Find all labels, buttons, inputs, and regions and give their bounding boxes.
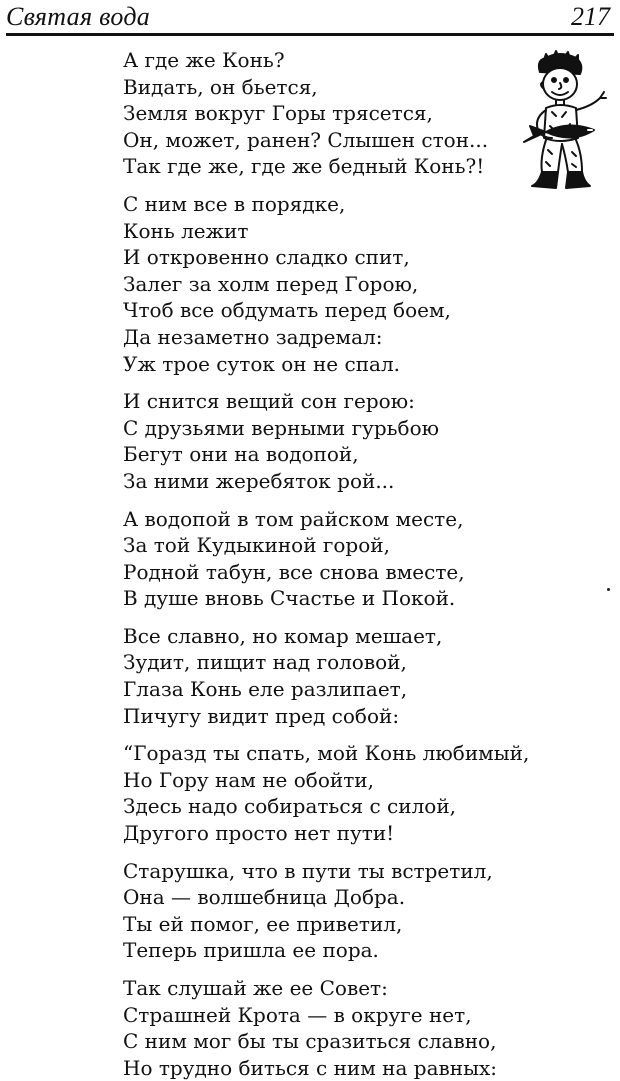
verse-line: Здесь надо собираться с силой, [123, 794, 457, 819]
stanza [123, 506, 543, 612]
stanza [123, 47, 543, 180]
running-title: Святая вода [6, 2, 151, 31]
verse-line: Видать, он бьется, [123, 74, 318, 99]
verse-line: Она — волшебница Добра. [123, 885, 406, 910]
verse-line: Зудит, пищит над головой, [123, 650, 407, 675]
stanza [123, 858, 543, 964]
verse-line: Да незаметно задремал: [123, 324, 383, 349]
verse-line: Земля вокруг Горы трясется, [123, 101, 433, 126]
print-speck [607, 588, 610, 591]
verse-line: “Горазд ты спать, мой Конь любимый, [123, 741, 530, 766]
verse-line: Чтоб все обдумать перед боем, [123, 298, 451, 323]
verse-line: Так слушай же ее Совет: [123, 976, 388, 1000]
verse-line: За ними жеребяток рой... [123, 468, 395, 493]
header-rule [6, 33, 614, 36]
verse-line: И снится вещий сон герою: [123, 389, 415, 414]
stanza [123, 623, 543, 729]
verse-line: Все славно, но комар мешает, [123, 623, 443, 648]
verse-line: Так где же, где же бедный Конь?! [123, 154, 485, 179]
verse-line: Но трудно биться с ним на равных: [123, 1055, 498, 1080]
verse-line: А водопой в том райском месте, [123, 506, 464, 531]
verse-line: Уж трое суток он не спал. [123, 351, 401, 376]
verse-line: Теперь пришла ее пора. [123, 938, 379, 963]
running-head [6, 2, 614, 32]
verse-line: Конь лежит [123, 218, 249, 243]
verse-line: С ним мог бы ты сразиться славно, [123, 1029, 497, 1054]
verse-line: За той Кудыкиной горой, [123, 533, 390, 558]
verse-line: Он, может, ранен? Слышен стон... [123, 127, 489, 152]
verse-line: Бегут они на водопой, [123, 442, 359, 467]
verse-line: И откровенно сладко спит, [123, 245, 410, 270]
verse-line: Пичугу видит пред собой: [123, 703, 400, 728]
verse-line: Старушка, что в пути ты встретил, [123, 858, 493, 883]
stanza [123, 975, 543, 1081]
stanza [123, 191, 543, 377]
stanza [123, 740, 543, 846]
poem-text [123, 47, 543, 1081]
verse-line: Другого просто нет пути! [123, 821, 395, 846]
verse-line: Родной табун, все снова вместе, [123, 559, 465, 584]
verse-line: А где же Конь? [123, 48, 285, 72]
verse-line: Глаза Конь еле разлипает, [123, 677, 408, 702]
verse-line: Но Гору нам не обойти, [123, 767, 374, 792]
stanza [123, 388, 543, 494]
verse-line: В душе вновь Счастье и Покой. [123, 586, 456, 611]
verse-line: Ты ей помог, ее приветил, [123, 911, 403, 936]
verse-line: С друзьями верными гурьбою [123, 415, 440, 440]
verse-line: Залег за холм перед Горою, [123, 271, 419, 296]
verse-line: Страшней Крота — в округе нет, [123, 1002, 472, 1027]
page-number: 217 [571, 2, 610, 31]
verse-line: С ним все в порядке, [123, 191, 346, 216]
